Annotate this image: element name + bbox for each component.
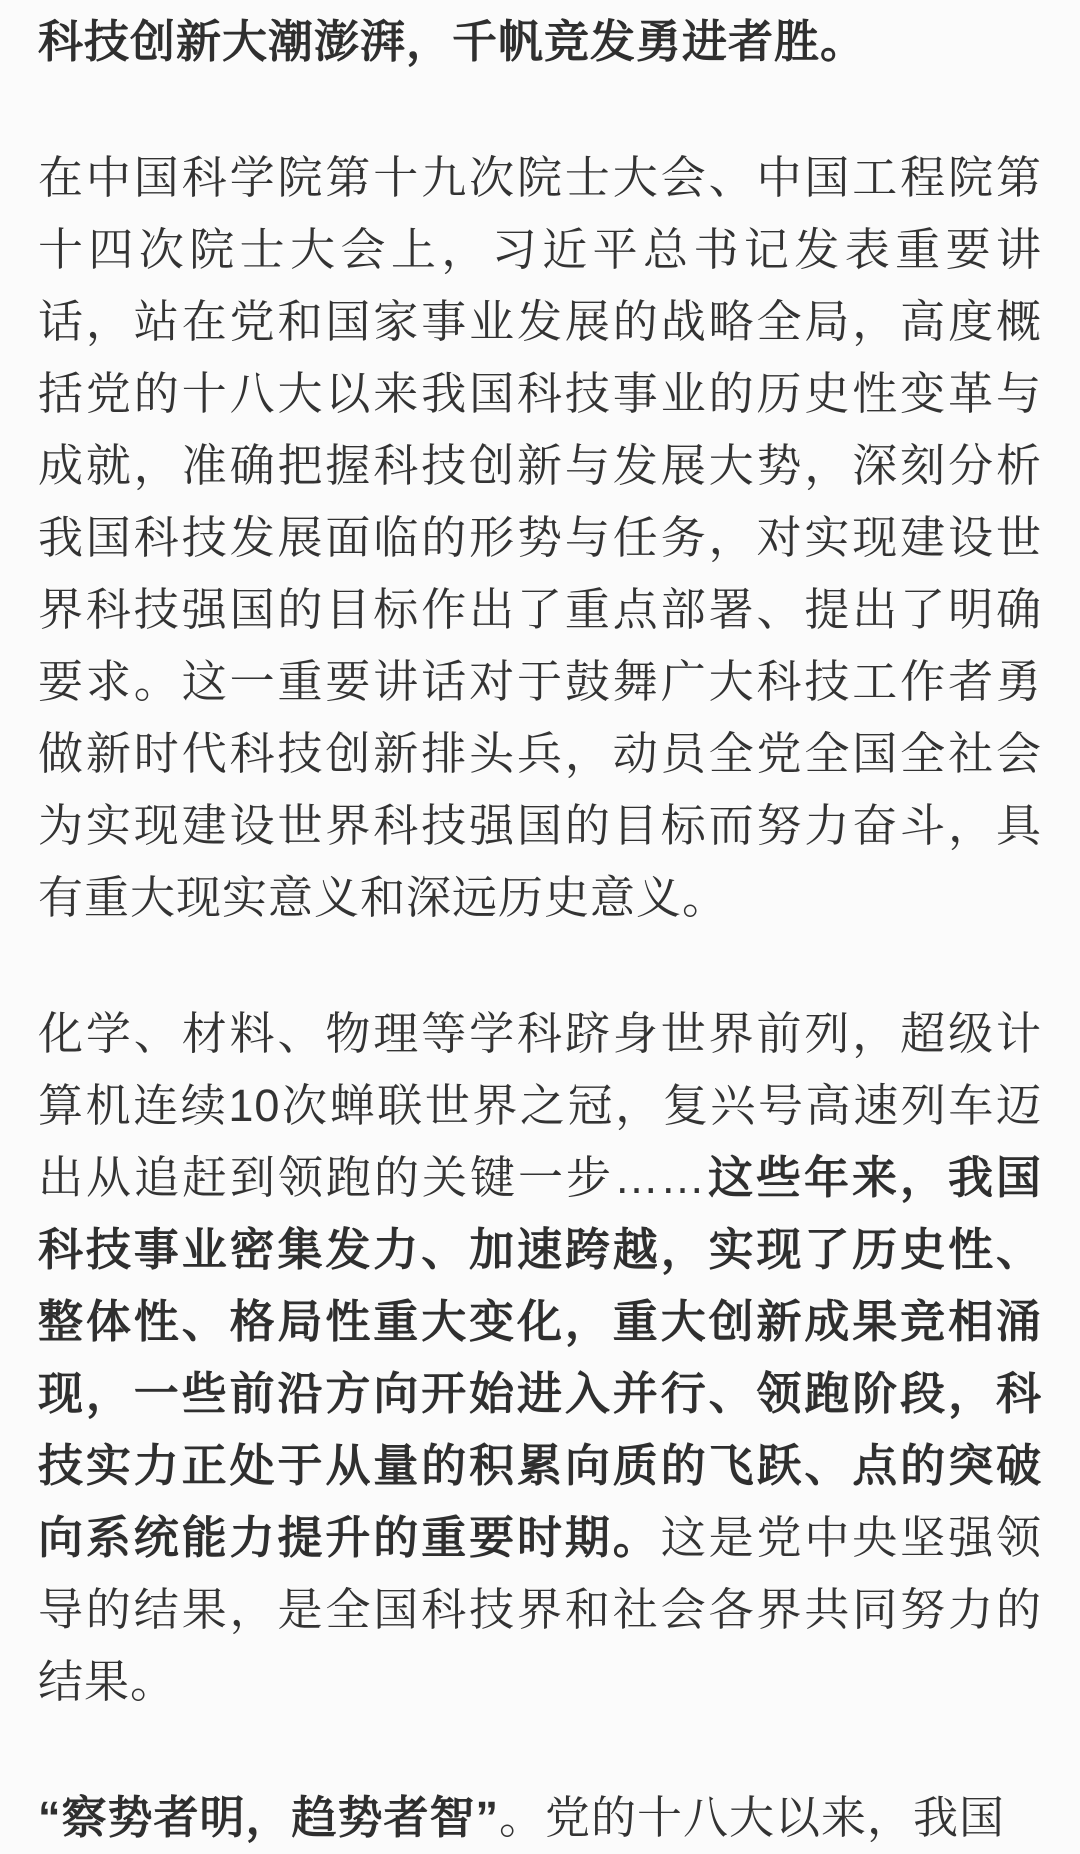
text-segment: 这是党中央坚强领导的结果，是全国科技界和社会各界共同努力的结果。 — [38, 1512, 1042, 1707]
text-segment: 在中国科学院第十九次院士大会、中国工程院第十四次院士大会上，习近平总书记发表重要讲话，站在党和国家事业发展的战略全局，高度概括党的十八大以来我国科技事业的历史性变革与成就，准确把握科技创新与发展大势，深刻分析我国科技发展面临的形势与任务，对实现建设世界科技强国的目标作出了重点部署、提出了明确要求。这一重要讲话对于鼓舞广大科技工作者勇做新时代科技创新排头兵，动员全党全国全社会为实现建设世界科技强国的目标而努力奋斗，具有重大现实意义和深远历史意义。 — [38, 152, 1042, 923]
paragraph — [38, 1782, 1042, 1854]
paragraph — [38, 142, 1042, 934]
bold-text-segment: 科技创新大潮澎湃，千帆竞发勇进者胜。 — [38, 16, 867, 67]
text-segment: 化学、材料、物理等学科跻身世界前列，超级计算机连续10次蝉联世界之冠，复兴号高速列车迈出从追赶到领跑的关键一步…… — [38, 1008, 1042, 1203]
paragraph — [38, 998, 1042, 1718]
bold-text-segment: “察势者明，趋势者智” — [38, 1792, 500, 1843]
paragraph — [38, 6, 1042, 78]
text-segment: 。党的十八大以来，我国 — [499, 1792, 1006, 1843]
bold-text-segment: 这些年来，我国科技事业密集发力、加速跨越，实现了历史性、整体性、格局性重大变化，重大创新成果竞相涌现，一些前沿方向开始进入并行、领跑阶段，科技实力正处于从量的积累向质的飞跃、点的突破向系统能力提升的重要时期。 — [38, 1152, 1042, 1563]
